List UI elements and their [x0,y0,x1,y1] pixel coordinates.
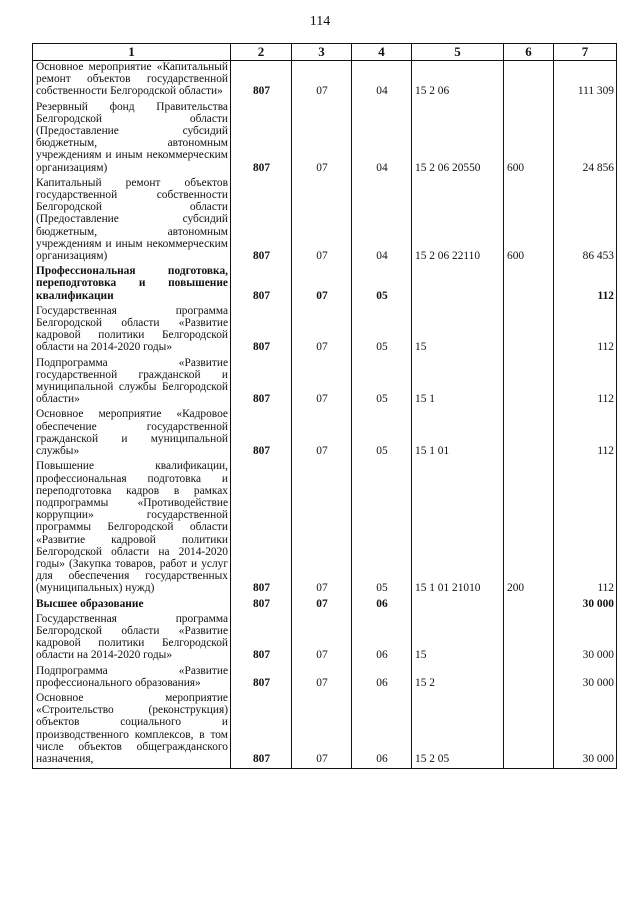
code-admin: 807 [231,61,292,101]
code-subsection: 06 [352,665,412,692]
code-expense-type [504,357,554,409]
code-target: 15 2 [412,665,504,692]
code-admin: 807 [231,692,292,769]
code-admin: 807 [231,598,292,613]
amount: 112 [554,408,617,460]
code-subsection: 05 [352,460,412,597]
code-expense-type [504,61,554,101]
code-expense-type [504,265,554,305]
header-row [33,44,617,61]
row-name: Основное мероприятие «Кадровое обеспечение государственной гражданской и муниципальной службы» [33,408,231,460]
code-section: 07 [292,357,352,409]
row-name: Основное мероприятие «Капитальный ремонт объектов государственной собственности Белгородской области» [33,61,231,101]
code-section: 07 [292,460,352,597]
code-expense-type [504,408,554,460]
code-subsection: 05 [352,408,412,460]
code-target [412,598,504,613]
column-header: 1 [33,44,231,61]
code-admin: 807 [231,460,292,597]
table-row [33,665,617,692]
amount: 112 [554,265,617,305]
code-section: 07 [292,613,352,665]
table-row [33,265,617,305]
code-target: 15 2 06 22110 [412,177,504,265]
code-expense-type: 600 [504,177,554,265]
amount: 111 309 [554,61,617,101]
code-expense-type [504,305,554,357]
code-admin: 807 [231,408,292,460]
page-number: 114 [309,14,331,29]
row-name: Государственная программа Белгородской области «Развитие кадровой политики Белгородской области на 2014-2020 годы» [33,305,231,357]
code-expense-type: 600 [504,101,554,177]
code-target: 15 1 [412,357,504,409]
code-subsection: 06 [352,613,412,665]
code-target: 15 1 01 [412,408,504,460]
code-section: 07 [292,265,352,305]
row-name: Подпрограмма «Развитие государственной гражданской и муниципальной службы Белгородской области» [33,357,231,409]
row-name: Капитальный ремонт объектов государственной собственности Белгородской области (Предоставление субсидий бюджетным, автономным учреждениям и иным некоммерческим организациям) [33,177,231,265]
amount: 112 [554,460,617,597]
code-admin: 807 [231,265,292,305]
row-name: Высшее образование [33,598,231,613]
code-target: 15 2 06 [412,61,504,101]
table-row [33,357,617,409]
amount: 30 000 [554,692,617,769]
code-admin: 807 [231,101,292,177]
table-row [33,408,617,460]
code-subsection: 05 [352,357,412,409]
table-row [33,61,617,101]
code-section: 07 [292,305,352,357]
amount: 86 453 [554,177,617,265]
code-target: 15 [412,305,504,357]
amount: 112 [554,305,617,357]
amount: 112 [554,357,617,409]
code-subsection: 04 [352,177,412,265]
amount: 30 000 [554,598,617,613]
column-header: 2 [231,44,292,61]
code-admin: 807 [231,305,292,357]
table-row [33,613,617,665]
row-name: Резервный фонд Правительства Белгородской области (Предоставление субсидий бюджетным, автономным учреждениям и иным некоммерческим организациям) [33,101,231,177]
column-header: 3 [292,44,352,61]
budget-table [32,43,617,769]
table-row [33,101,617,177]
amount: 24 856 [554,101,617,177]
code-admin: 807 [231,357,292,409]
code-admin: 807 [231,177,292,265]
code-section: 07 [292,598,352,613]
code-expense-type: 200 [504,460,554,597]
row-name: Профессиональная подготовка, переподготовка и повышение квалификации [33,265,231,305]
amount: 30 000 [554,665,617,692]
column-header: 7 [554,44,617,61]
code-section: 07 [292,692,352,769]
code-expense-type [504,692,554,769]
row-name: Подпрограмма «Развитие профессионального образования» [33,665,231,692]
code-expense-type [504,598,554,613]
code-admin: 807 [231,613,292,665]
column-header: 4 [352,44,412,61]
code-subsection: 05 [352,305,412,357]
row-name: Основное мероприятие «Строительство (реконструкция) объектов социального и производственного комплексов, в том числе объектов общегражданского назначения, [33,692,231,769]
code-target: 15 1 01 21010 [412,460,504,597]
code-target: 15 2 05 [412,692,504,769]
table-row [33,460,617,597]
code-subsection: 04 [352,61,412,101]
column-header: 5 [412,44,504,61]
code-section: 07 [292,408,352,460]
code-expense-type [504,665,554,692]
code-subsection: 04 [352,101,412,177]
code-target: 15 2 06 20550 [412,101,504,177]
code-target [412,265,504,305]
code-target: 15 [412,613,504,665]
row-name: Государственная программа Белгородской области «Развитие кадровой политики Белгородской области на 2014-2020 годы» [33,613,231,665]
code-admin: 807 [231,665,292,692]
table-row [33,598,617,613]
code-subsection: 06 [352,598,412,613]
code-section: 07 [292,101,352,177]
code-subsection: 05 [352,265,412,305]
table-row [33,305,617,357]
code-subsection: 06 [352,692,412,769]
code-expense-type [504,613,554,665]
column-header: 6 [504,44,554,61]
amount: 30 000 [554,613,617,665]
code-section: 07 [292,665,352,692]
code-section: 07 [292,177,352,265]
table-row [33,692,617,769]
code-section: 07 [292,61,352,101]
table-row [33,177,617,265]
row-name: Повышение квалификации, профессиональная подготовка и переподготовка кадров в рамках подпрограммы «Противодействие коррупции» государственной программы Белгородской области «Развитие кадровой политики Белгородской области на 2014-2020 годы» (Закупка товаров, работ и услуг для обеспечения государственных (муниципальных) нужд) [33,460,231,597]
